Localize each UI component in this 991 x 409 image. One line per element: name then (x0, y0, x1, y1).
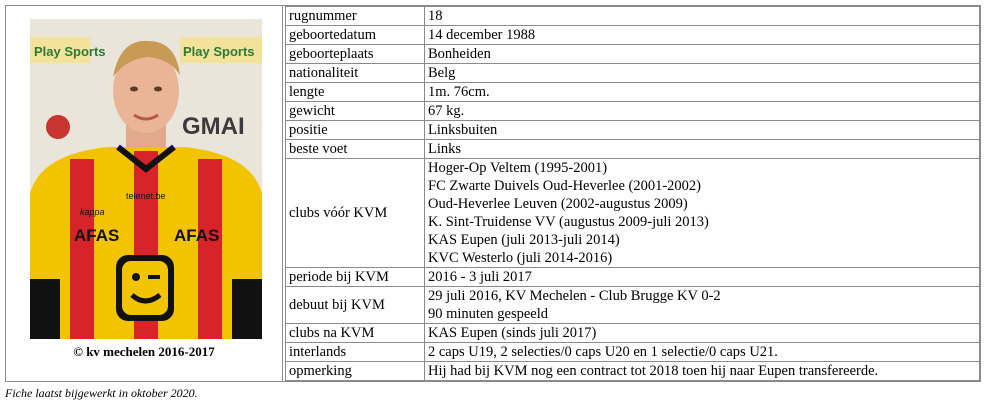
row-value: Linksbuiten (425, 121, 980, 140)
footnote: Fiche laatst bijgewerkt in oktober 2020. (5, 386, 198, 400)
table-row (286, 64, 980, 83)
table-row (286, 102, 980, 121)
table-row (286, 45, 980, 64)
row-value: Hij had bij KVM nog een contract tot 2018 toen hij naar Eupen transfereerde. (425, 362, 980, 381)
row-label: clubs vóór KVM (286, 159, 425, 268)
debut-match: 29 juli 2016, KV Mechelen - Club Brugge KV 0-2 (428, 288, 721, 304)
row-label: clubs na KVM (286, 324, 425, 343)
row-value: 67 kg. (425, 102, 980, 121)
list-item: Hoger-Op Veltem (1995-2001) (428, 160, 608, 176)
table-row-clubs-after (286, 324, 980, 343)
row-label: beste voet (286, 140, 425, 159)
row-label: positie (286, 121, 425, 140)
sponsor-text-right: Play Sports (183, 44, 255, 59)
row-value: Belg (425, 64, 980, 83)
list-item: FC Zwarte Duivels Oud-Heverlee (2001-2002) (428, 178, 702, 194)
table-row (286, 83, 980, 102)
table-row (286, 7, 980, 26)
row-value: KAS Eupen (sinds juli 2017) (425, 324, 980, 343)
table-row-period (286, 268, 980, 287)
row-value: Bonheiden (425, 45, 980, 64)
list-item: KAS Eupen (juli 2013-juli 2014) (428, 232, 620, 248)
backdrop-logo-text: GMAI (182, 113, 245, 140)
list-item: Oud-Heverlee Leuven (2002-augustus 2009) (428, 196, 688, 212)
player-photo-illustration (30, 19, 262, 339)
kit-brand-text: kappa (80, 207, 105, 217)
shirt-brand-right: AFAS (174, 226, 220, 245)
table-row-remark (286, 362, 980, 381)
player-info-table (285, 6, 980, 381)
table-row-debut (286, 287, 980, 324)
table-row-caps (286, 343, 980, 362)
row-label: geboorteplaats (286, 45, 425, 64)
row-label: debuut bij KVM (286, 287, 425, 324)
shirt-sponsor-text: telenet.be (126, 191, 166, 201)
table-row (286, 140, 980, 159)
row-label: lengte (286, 83, 425, 102)
row-value: 2016 - 3 juli 2017 (425, 268, 980, 287)
table-row (286, 121, 980, 140)
row-label: opmerking (286, 362, 425, 381)
row-value: Links (425, 140, 980, 159)
row-value: 14 december 1988 (425, 26, 980, 45)
debut-value (425, 287, 980, 324)
row-label: rugnummer (286, 7, 425, 26)
row-label: periode bij KVM (286, 268, 425, 287)
list-item: K. Sint-Truidense VV (augustus 2009-juli 2013) (428, 214, 709, 230)
row-label: gewicht (286, 102, 425, 121)
row-value: 2 caps U19, 2 selecties/0 caps U20 en 1 selectie/0 caps U21. (425, 343, 980, 362)
row-label: interlands (286, 343, 425, 362)
clubs-before-list (425, 159, 980, 268)
debut-minutes: 90 minuten gespeeld (428, 306, 549, 322)
photo-cell (5, 5, 283, 382)
photo-caption: © kv mechelen 2016-2017 (73, 344, 215, 359)
row-value: 18 (425, 7, 980, 26)
sponsor-text-left: Play Sports (34, 44, 106, 59)
table-row (286, 26, 980, 45)
player-photo (30, 19, 262, 339)
list-item: KVC Westerlo (juli 2014-2016) (428, 250, 613, 266)
shirt-brand-left: AFAS (74, 226, 120, 245)
row-label: geboortedatum (286, 26, 425, 45)
row-value: 1m. 76cm. (425, 83, 980, 102)
row-label: nationaliteit (286, 64, 425, 83)
table-row-clubs-before (286, 159, 980, 268)
